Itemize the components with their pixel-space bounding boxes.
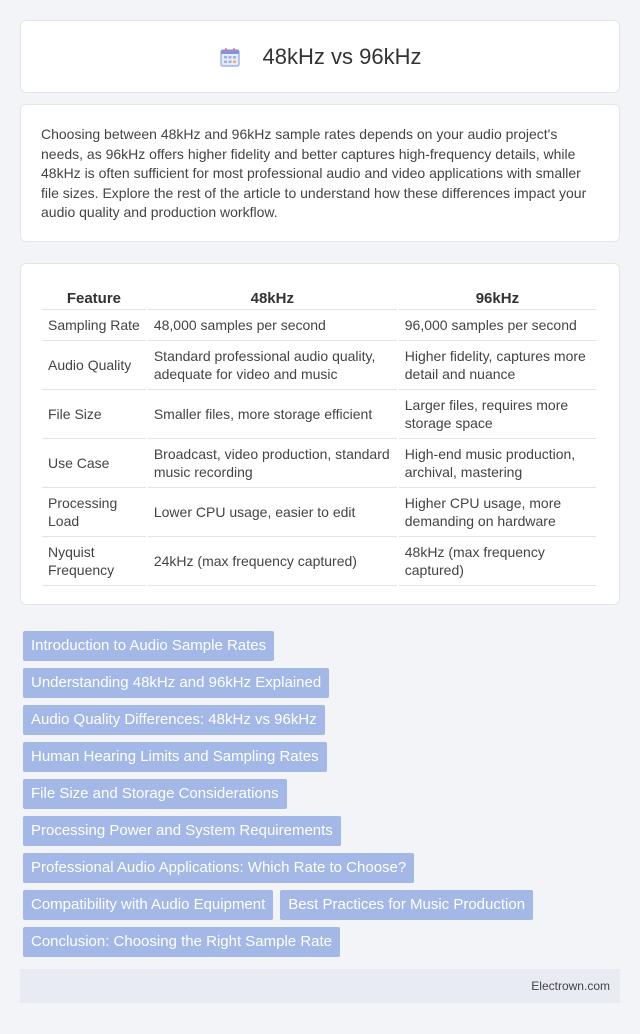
- column-header-96khz: 96kHz: [399, 284, 596, 310]
- table-cell: 48,000 samples per second: [148, 310, 397, 341]
- topic-tags: [23, 631, 623, 964]
- tag-file-size[interactable]: File Size and Storage Considerations: [23, 779, 287, 809]
- table-cell: Smaller files, more storage efficient: [148, 390, 397, 439]
- table-row: [42, 341, 596, 390]
- comparison-table-card: [20, 263, 620, 605]
- table-cell: Sampling Rate: [42, 310, 146, 341]
- table-cell: Larger files, requires more storage space: [399, 390, 596, 439]
- table-cell: High-end music production, archival, mastering: [399, 439, 596, 488]
- table-row: [42, 537, 596, 586]
- tag-compatibility[interactable]: Compatibility with Audio Equipment: [23, 890, 273, 920]
- table-cell: Lower CPU usage, easier to edit: [148, 488, 397, 537]
- table-cell: Standard professional audio quality, adequate for video and music: [148, 341, 397, 390]
- table-cell: Higher CPU usage, more demanding on hardware: [399, 488, 596, 537]
- table-header-row: [42, 284, 596, 310]
- table-row: [42, 310, 596, 341]
- tag-conclusion[interactable]: Conclusion: Choosing the Right Sample Rate: [23, 927, 340, 957]
- table-cell: File Size: [42, 390, 146, 439]
- table-row: [42, 439, 596, 488]
- calendar-icon: [219, 46, 241, 68]
- header-card: [20, 20, 620, 93]
- tag-professional-applications[interactable]: Professional Audio Applications: Which Rate to Choose?: [23, 853, 414, 883]
- tag-understanding[interactable]: Understanding 48kHz and 96kHz Explained: [23, 668, 329, 698]
- comparison-table: [40, 284, 598, 586]
- table-row: [42, 488, 596, 537]
- footer: [20, 969, 620, 1003]
- table-cell: 96,000 samples per second: [399, 310, 596, 341]
- intro-card: [20, 104, 620, 242]
- intro-paragraph: Choosing between 48kHz and 96kHz sample rates depends on your audio project's needs, as 96kHz offers higher fidelity and better captures high-frequency details, while 48kHz is often sufficient for most professional audio and video applications with smaller file sizes. Explore the rest of the article to understand how these differences impact your audio quality and production workflow.: [41, 126, 587, 220]
- table-cell: 48kHz (max frequency captured): [399, 537, 596, 586]
- table-cell: Broadcast, video production, standard music recording: [148, 439, 397, 488]
- table-cell: Nyquist Frequency: [42, 537, 146, 586]
- table-cell: Processing Load: [42, 488, 146, 537]
- column-header-48khz: 48kHz: [148, 284, 397, 310]
- table-cell: Use Case: [42, 439, 146, 488]
- table-cell: Audio Quality: [42, 341, 146, 390]
- tag-introduction[interactable]: Introduction to Audio Sample Rates: [23, 631, 274, 661]
- tag-best-practices[interactable]: Best Practices for Music Production: [280, 890, 533, 920]
- footer-site-name: Electrown.com: [531, 979, 610, 993]
- tag-processing-power[interactable]: Processing Power and System Requirements: [23, 816, 341, 846]
- table-cell: 24kHz (max frequency captured): [148, 537, 397, 586]
- table-row: [42, 390, 596, 439]
- tag-audio-quality[interactable]: Audio Quality Differences: 48kHz vs 96kHz: [23, 705, 325, 735]
- tag-human-hearing[interactable]: Human Hearing Limits and Sampling Rates: [23, 742, 327, 772]
- page-title: 48kHz vs 96kHz: [262, 43, 422, 69]
- column-header-feature: Feature: [42, 284, 146, 310]
- table-cell: Higher fidelity, captures more detail and nuance: [399, 341, 596, 390]
